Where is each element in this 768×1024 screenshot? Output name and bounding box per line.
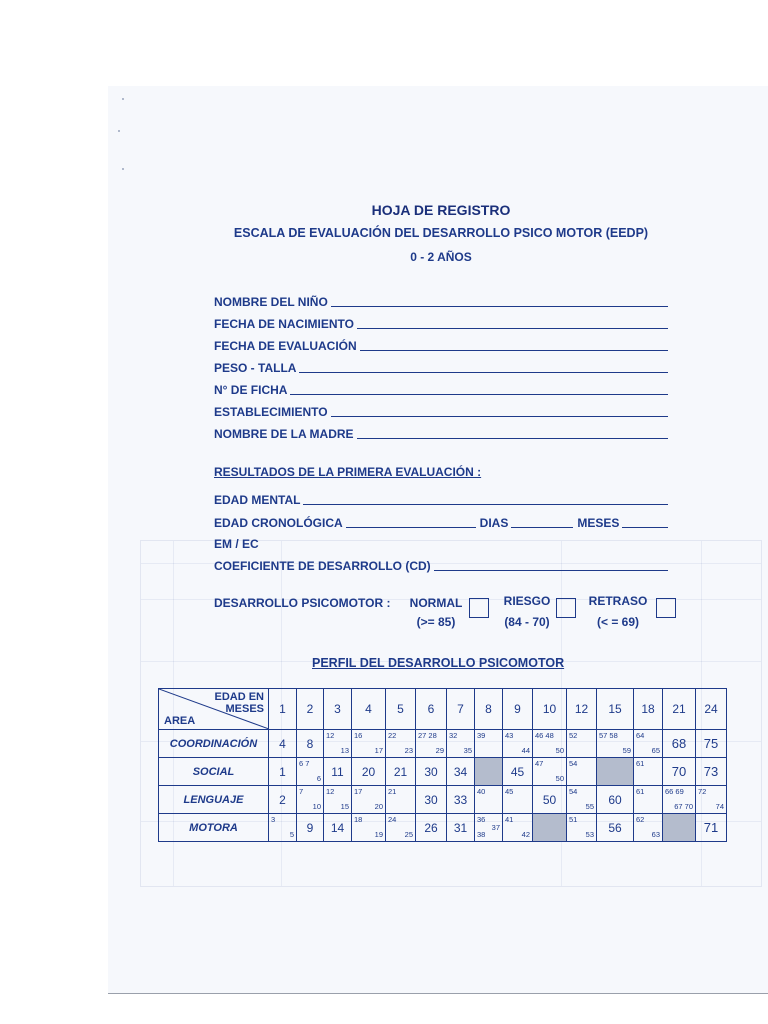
item-cell[interactable] xyxy=(324,814,352,842)
item-number-bottom: 20 xyxy=(374,802,383,811)
field-label: FECHA DE EVALUACIÓN xyxy=(214,339,357,353)
field-nombre-madre[interactable] xyxy=(214,425,668,441)
form-title: HOJA DE REGISTRO xyxy=(371,202,511,218)
perfil-table xyxy=(158,688,727,842)
option-riesgo-label xyxy=(498,594,556,629)
field-label: EDAD CRONOLÓGICA xyxy=(214,516,343,530)
month-header-8: 8 xyxy=(475,689,503,730)
item-cell[interactable] xyxy=(324,730,352,758)
item-number-bottom: 50 xyxy=(555,774,564,783)
item-number: 9 xyxy=(306,820,314,835)
normal-checkbox[interactable] xyxy=(469,598,489,618)
item-cell[interactable] xyxy=(352,786,386,814)
item-cell[interactable] xyxy=(447,758,475,786)
item-number-top: 21 xyxy=(388,787,397,796)
item-number: 34 xyxy=(453,764,468,779)
scan-speck xyxy=(122,98,124,100)
item-number-bottom: 13 xyxy=(340,746,349,755)
fill-line[interactable] xyxy=(357,438,668,439)
item-number-top: 54 xyxy=(569,759,578,768)
meses-label: MESES xyxy=(577,516,620,530)
item-cell[interactable] xyxy=(567,758,597,786)
item-cell[interactable] xyxy=(416,730,447,758)
scan-speck xyxy=(118,130,120,132)
fill-line[interactable] xyxy=(622,527,668,528)
scan-edge xyxy=(108,993,768,994)
option-range: (>= 85) xyxy=(416,615,456,629)
age-range: 0 - 2 AÑOS xyxy=(410,250,472,264)
item-cell[interactable] xyxy=(352,814,386,842)
month-header-4: 4 xyxy=(352,689,386,730)
field-label: COEFICIENTE DE DESARROLLO (CD) xyxy=(214,559,431,573)
item-cell[interactable] xyxy=(567,814,597,842)
area-label: AREA xyxy=(164,715,196,727)
item-number-top: 45 xyxy=(505,787,514,796)
item-number-top: 6 7 xyxy=(299,759,310,768)
fill-line[interactable] xyxy=(346,527,476,528)
shaded-cell xyxy=(663,814,696,842)
riesgo-checkbox[interactable] xyxy=(556,598,576,618)
area-row xyxy=(159,814,727,842)
field-fecha-evaluacion[interactable] xyxy=(214,337,668,353)
item-number-top: 62 xyxy=(636,815,645,824)
item-number: 1 xyxy=(279,764,286,779)
item-number-top: 52 xyxy=(569,731,578,740)
item-number: 21 xyxy=(393,764,408,779)
item-cell[interactable] xyxy=(297,730,324,758)
item-number: 60 xyxy=(608,792,622,807)
month-header-1: 1 xyxy=(269,689,297,730)
month-header-7: 7 xyxy=(447,689,475,730)
item-number-bottom: 5 xyxy=(289,830,294,839)
field-label: NOMBRE DEL NIÑO xyxy=(214,295,328,309)
item-number-bottom: 23 xyxy=(404,746,413,755)
area-name: MOTORA xyxy=(159,814,269,842)
item-number-top: 3 xyxy=(271,815,276,824)
item-cell[interactable] xyxy=(597,786,634,814)
field-peso-talla[interactable] xyxy=(214,359,668,375)
month-header-18: 18 xyxy=(634,689,663,730)
field-fecha-nacimiento[interactable] xyxy=(214,315,668,331)
item-number-top: 54 xyxy=(569,787,578,796)
item-cell[interactable] xyxy=(663,730,696,758)
item-number-top: 7 xyxy=(299,787,304,796)
month-header-10: 10 xyxy=(533,689,567,730)
item-number-top: 51 xyxy=(569,815,578,824)
field-establecimiento[interactable] xyxy=(214,403,668,419)
field-label: NOMBRE DE LA MADRE xyxy=(214,427,354,441)
item-number-bottom: 67 70 xyxy=(674,802,693,811)
option-name: NORMAL xyxy=(409,596,463,610)
item-number-top: 12 xyxy=(326,731,335,740)
item-number-top: 47 xyxy=(535,759,544,768)
item-number: 45 xyxy=(510,764,525,779)
month-header-6: 6 xyxy=(416,689,447,730)
fill-line[interactable] xyxy=(360,350,668,351)
item-number-bottom: 37 xyxy=(491,823,500,832)
item-cell[interactable] xyxy=(634,786,663,814)
item-number-bottom: 50 xyxy=(555,746,564,755)
item-cell[interactable] xyxy=(475,814,503,842)
item-cell[interactable] xyxy=(324,786,352,814)
item-cell[interactable] xyxy=(386,758,416,786)
item-cell[interactable] xyxy=(386,786,416,814)
area-name: SOCIAL xyxy=(159,758,269,786)
fill-line[interactable] xyxy=(299,372,668,373)
item-number-bottom: 25 xyxy=(404,830,413,839)
fill-line[interactable] xyxy=(331,416,668,417)
item-number-top: 72 xyxy=(698,787,707,796)
item-number-top: 64 xyxy=(636,731,645,740)
item-number-top: 24 xyxy=(388,815,397,824)
item-number-top: 39 xyxy=(477,731,486,740)
item-cell[interactable] xyxy=(533,758,567,786)
month-header-12: 12 xyxy=(567,689,597,730)
perfil-title: PERFIL DEL DESARROLLO PSICOMOTOR xyxy=(312,656,565,670)
item-cell[interactable] xyxy=(663,758,696,786)
item-number: 68 xyxy=(671,736,687,751)
month-header-15: 15 xyxy=(597,689,634,730)
fill-line[interactable] xyxy=(511,527,573,528)
corner-cell xyxy=(159,689,269,730)
item-cell[interactable] xyxy=(324,758,352,786)
results-heading: RESULTADOS DE LA PRIMERA EVALUACIÓN : xyxy=(214,465,482,479)
item-number: 56 xyxy=(608,820,622,835)
item-number: 70 xyxy=(671,764,687,779)
option-normal-label xyxy=(406,596,466,629)
item-number: 50 xyxy=(542,792,557,807)
item-cell[interactable] xyxy=(503,786,533,814)
month-header-row xyxy=(159,689,727,730)
item-cell[interactable] xyxy=(533,786,567,814)
option-retraso-label xyxy=(583,594,653,629)
item-cell[interactable] xyxy=(503,730,533,758)
item-number-bottom: 6 xyxy=(316,774,321,783)
item-cell[interactable] xyxy=(634,730,663,758)
field-coeficiente[interactable] xyxy=(214,557,668,573)
item-number-top: 27 28 xyxy=(418,731,437,740)
month-header-21: 21 xyxy=(663,689,696,730)
item-cell[interactable] xyxy=(416,814,447,842)
item-number: 30 xyxy=(424,792,438,807)
dias-label: DIAS xyxy=(479,516,509,530)
item-cell[interactable] xyxy=(696,758,727,786)
item-number-bottom: 44 xyxy=(521,746,530,755)
item-number: 26 xyxy=(424,820,438,835)
item-number-top: 57 58 xyxy=(599,731,618,740)
item-cell[interactable] xyxy=(416,786,447,814)
option-range: (84 - 70) xyxy=(504,615,550,629)
item-cell[interactable] xyxy=(352,758,386,786)
item-number-bottom: 74 xyxy=(715,802,724,811)
item-cell[interactable] xyxy=(447,730,475,758)
item-number-top: 32 xyxy=(449,731,458,740)
item-cell[interactable] xyxy=(663,786,696,814)
item-cell[interactable] xyxy=(696,786,727,814)
field-label: PESO - TALLA xyxy=(214,361,297,375)
item-cell[interactable] xyxy=(297,758,324,786)
item-number-extra: 38 xyxy=(477,830,486,839)
item-cell[interactable] xyxy=(269,758,297,786)
field-edad-mental[interactable] xyxy=(214,491,668,507)
field-nombre-nino[interactable] xyxy=(214,293,668,309)
area-row xyxy=(159,730,727,758)
item-cell[interactable] xyxy=(696,730,727,758)
scan-speck xyxy=(122,168,124,170)
item-number: 14 xyxy=(330,820,345,835)
fill-line[interactable] xyxy=(357,328,668,329)
item-cell[interactable] xyxy=(533,730,567,758)
item-cell[interactable] xyxy=(475,786,503,814)
item-number: 30 xyxy=(424,764,438,779)
item-number-bottom: 59 xyxy=(622,746,631,755)
item-cell[interactable] xyxy=(297,814,324,842)
item-number-top: 61 xyxy=(636,759,645,768)
item-number: 71 xyxy=(703,820,719,835)
item-number-top: 41 xyxy=(505,815,514,824)
item-number-top: 16 xyxy=(354,731,363,740)
item-number-top: 61 xyxy=(636,787,645,796)
option-range: (< = 69) xyxy=(596,615,640,629)
item-number-bottom: 10 xyxy=(312,802,321,811)
item-number: 31 xyxy=(453,820,468,835)
shaded-cell xyxy=(597,758,634,786)
fill-line[interactable] xyxy=(290,394,668,395)
item-number: 11 xyxy=(331,764,344,779)
item-cell[interactable] xyxy=(634,758,663,786)
form-subtitle: ESCALA DE EVALUACIÓN DEL DESARROLLO PSICO MOTOR (EEDP) xyxy=(233,226,649,240)
item-number-bottom: 17 xyxy=(374,746,383,755)
field-label: EDAD MENTAL xyxy=(214,493,301,507)
edad-en-meses-label: EDAD EN MESES xyxy=(214,691,264,715)
item-number: 2 xyxy=(279,792,286,807)
item-cell[interactable] xyxy=(269,730,297,758)
item-number: 75 xyxy=(703,736,719,751)
fill-line[interactable] xyxy=(303,504,668,505)
month-header-2: 2 xyxy=(297,689,324,730)
item-cell[interactable] xyxy=(503,814,533,842)
item-number-bottom: 65 xyxy=(651,746,660,755)
shaded-cell xyxy=(533,814,567,842)
area-row xyxy=(159,786,727,814)
field-numero-ficha[interactable] xyxy=(214,381,668,397)
em-ec-label: EM / EC xyxy=(214,537,259,551)
item-number: 8 xyxy=(306,736,314,751)
item-cell[interactable] xyxy=(416,758,447,786)
option-name: RIESGO xyxy=(503,594,551,608)
fill-line[interactable] xyxy=(331,306,668,307)
field-label: ESTABLECIMIENTO xyxy=(214,405,328,419)
month-header-5: 5 xyxy=(386,689,416,730)
option-name: RETRASO xyxy=(588,594,648,608)
item-cell[interactable] xyxy=(447,786,475,814)
item-number-bottom: 53 xyxy=(585,830,594,839)
item-number-top: 17 xyxy=(354,787,363,796)
item-number: 4 xyxy=(279,736,286,751)
item-cell[interactable] xyxy=(634,814,663,842)
desarrollo-label: DESARROLLO PSICOMOTOR : xyxy=(214,596,391,610)
item-cell[interactable] xyxy=(269,814,297,842)
item-number-bottom: 35 xyxy=(463,746,472,755)
item-number-bottom: 15 xyxy=(340,802,349,811)
item-cell[interactable] xyxy=(386,814,416,842)
item-number: 20 xyxy=(361,764,376,779)
item-number-top: 43 xyxy=(505,731,514,740)
item-number-bottom: 63 xyxy=(651,830,660,839)
item-cell[interactable] xyxy=(696,814,727,842)
area-name: LENGUAJE xyxy=(159,786,269,814)
item-cell[interactable] xyxy=(386,730,416,758)
month-header-24: 24 xyxy=(696,689,727,730)
area-name: COORDINACIÓN xyxy=(159,730,269,758)
item-number-top: 18 xyxy=(354,815,363,824)
item-cell[interactable] xyxy=(352,730,386,758)
field-label: FECHA DE NACIMIENTO xyxy=(214,317,355,331)
area-row xyxy=(159,758,727,786)
item-cell[interactable] xyxy=(503,758,533,786)
item-number-top: 40 xyxy=(477,787,486,796)
item-number-bottom: 19 xyxy=(374,830,383,839)
retraso-checkbox[interactable] xyxy=(656,598,676,618)
month-header-9: 9 xyxy=(503,689,533,730)
item-cell[interactable] xyxy=(269,786,297,814)
item-number-bottom: 29 xyxy=(435,746,444,755)
month-header-3: 3 xyxy=(324,689,352,730)
field-label: N° DE FICHA xyxy=(214,383,288,397)
item-cell[interactable] xyxy=(567,730,597,758)
item-number: 73 xyxy=(703,764,719,779)
item-cell[interactable] xyxy=(297,786,324,814)
item-cell[interactable] xyxy=(597,730,634,758)
item-number-top: 66 69 xyxy=(665,787,684,796)
item-number-top: 12 xyxy=(326,787,335,796)
item-number-top: 46 48 xyxy=(535,731,554,740)
shaded-cell xyxy=(475,758,503,786)
item-cell[interactable] xyxy=(475,730,503,758)
item-number-top: 36 xyxy=(477,815,486,824)
item-number: 33 xyxy=(453,792,468,807)
item-cell[interactable] xyxy=(597,814,634,842)
item-cell[interactable] xyxy=(567,786,597,814)
fill-line[interactable] xyxy=(434,570,668,571)
item-cell[interactable] xyxy=(447,814,475,842)
item-number-bottom: 55 xyxy=(585,802,594,811)
item-number-bottom: 42 xyxy=(521,830,530,839)
item-number-top: 22 xyxy=(388,731,397,740)
field-edad-cronologica[interactable] xyxy=(214,514,668,530)
